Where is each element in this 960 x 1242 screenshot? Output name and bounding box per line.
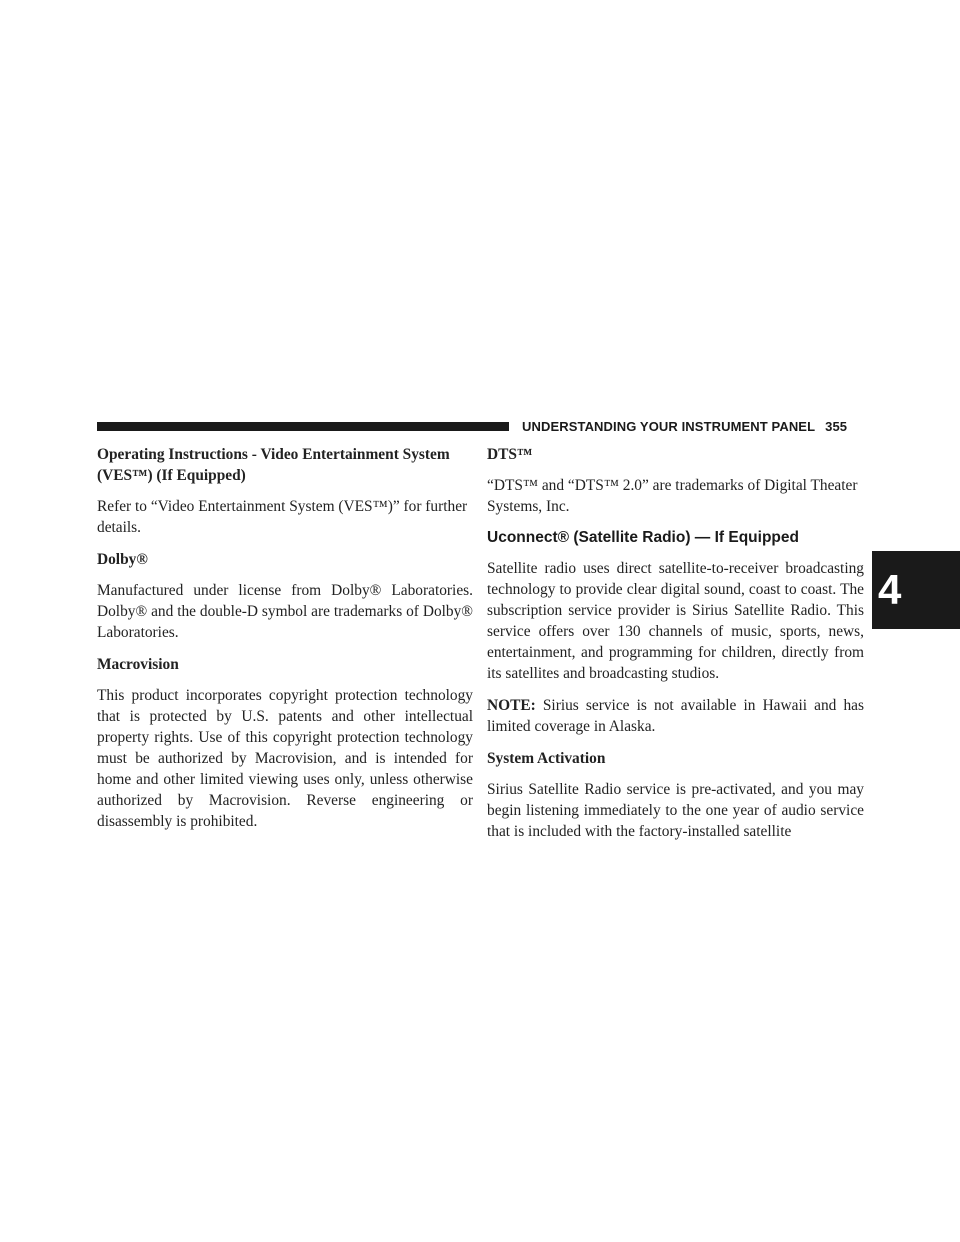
chapter-tab xyxy=(872,551,960,629)
heading-dts: DTS™ xyxy=(487,446,533,463)
header-rule xyxy=(97,422,509,431)
section-title: UNDERSTANDING YOUR INSTRUMENT PANEL xyxy=(522,419,816,434)
note-paragraph xyxy=(487,695,864,737)
heading-video-entertainment: Operating Instructions - Video Entertainment System (VES™) (If Equipped) xyxy=(97,446,450,484)
para-dts: “DTS™ and “DTS™ 2.0” are trademarks of Digital Theater Systems, Inc. xyxy=(487,477,858,515)
heading-uconnect: Uconnect® (Satellite Radio) — If Equipped xyxy=(487,529,799,546)
running-header xyxy=(522,419,847,434)
heading-macrovision: Macrovision xyxy=(97,656,179,673)
para-macrovision: This product incorporates copyright protection technology that is protected by U.S. patents and other intellectual property rights. Use of this copyright protection technology must be authorized by Macrovision, and is intended for home and other limited viewing uses only, unless otherwise authorized by Macrovision. Reverse engineering or disassembly is prohibited. xyxy=(97,687,473,830)
para-ves-refer: Refer to “Video Entertainment System (VES™)” for further details. xyxy=(97,498,468,536)
para-system-activation: Sirius Satellite Radio service is pre-activated, and you may begin listening immediately to the one year of audio service that is included with the factory-installed satellite xyxy=(487,781,864,840)
heading-system-activation: System Activation xyxy=(487,750,606,767)
note-label: NOTE: xyxy=(487,697,536,714)
para-satellite-radio: Satellite radio uses direct satellite-to-receiver broadcasting technology to provide clear digital sound, coast to coast. The subscription service provider is Sirius Satellite Radio. This service offers over 130 channels of music, sports, news, entertainment, and programming for children, directly from its satellites and broadcasting studios. xyxy=(487,560,864,682)
note-text: Sirius service is not available in Hawaii and has limited coverage in Alaska. xyxy=(487,697,864,735)
page-number: 355 xyxy=(825,419,848,434)
heading-dolby: Dolby® xyxy=(97,551,148,568)
right-column xyxy=(487,444,864,853)
para-dolby: Manufactured under license from Dolby® Laboratories. Dolby® and the double-D symbol are trademarks of Dolby® Laboratories. xyxy=(97,582,473,641)
left-column xyxy=(97,444,473,843)
chapter-number: 4 xyxy=(878,566,902,613)
